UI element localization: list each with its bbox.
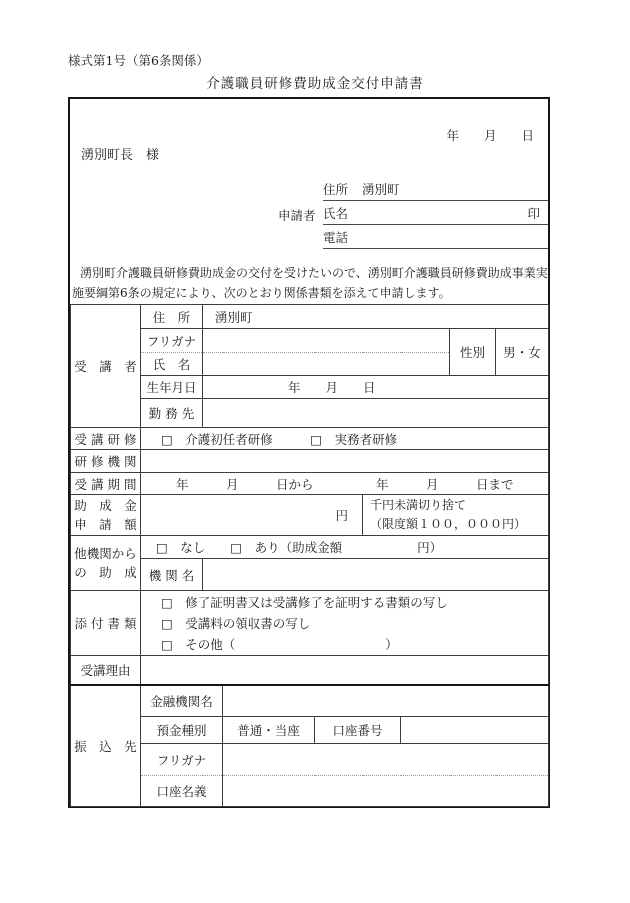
subsidy-label: 助 成 金 申 請 額	[71, 495, 141, 536]
account-type-value: 普通・当座	[223, 717, 315, 744]
applicant-address-row	[323, 177, 548, 201]
org-name-value	[203, 559, 549, 591]
addressee: 湧別町長 様	[81, 148, 160, 163]
subsidy-amount-row	[71, 495, 549, 536]
other-subsidy-options-row	[71, 536, 549, 559]
applicant-name-row	[323, 201, 548, 225]
form-number: 様式第1号（第6条関係）	[68, 53, 209, 68]
other-subsidy-org-row	[71, 559, 549, 591]
period-row	[71, 473, 549, 495]
seal-mark: 印	[527, 206, 540, 221]
applicant-phone-row	[323, 225, 548, 249]
declaration-text	[72, 263, 548, 303]
training-label: 受 講 研 修	[71, 428, 141, 450]
bank-name-label: 金融機関名	[141, 685, 223, 717]
applicant-label: 申請者	[278, 208, 316, 223]
account-number-label: 口座番号	[315, 717, 401, 744]
declaration-line-1: 湧別町介護職員研修費助成金の交付を受けたいので、湧別町介護職員研修費助成事業実	[80, 266, 548, 280]
subsidy-note: 千円未満切り捨て （限度額１００，０００円）	[363, 495, 549, 536]
phone-label: 電話	[323, 230, 349, 245]
account-number-value	[401, 717, 549, 744]
declaration-line-2: 施要綱第6条の規定により、次のとおり関係書類を添えて申請します。	[72, 286, 451, 300]
form-header-area	[70, 99, 548, 304]
attendee-address-value: 湧別町	[203, 305, 549, 329]
attachments-row	[71, 591, 549, 656]
transfer-furigana-row	[71, 744, 549, 776]
attendee-name-label: 氏 名	[141, 353, 203, 376]
account-holder-value	[223, 776, 549, 807]
bank-name-value	[223, 685, 549, 717]
reason-value	[141, 656, 549, 685]
attendee-workplace-row	[71, 399, 549, 428]
attachment-item-2: □ 受講料の領収書の写し	[161, 615, 311, 631]
address-value: 湧別町	[362, 182, 400, 197]
institution-label: 研 修 機 関	[71, 450, 141, 473]
period-value: 年 月 日から 年 月 日まで	[141, 473, 549, 495]
attendee-address-row	[71, 305, 549, 329]
other-subsidy-label: 他機関から の 助 成	[71, 536, 141, 591]
reason-row	[71, 656, 549, 685]
transfer-furigana-value	[223, 744, 549, 776]
attachment-item-1: □ 修了証明書又は受講修了を証明する書類の写し	[161, 594, 448, 610]
attendee-name-value	[203, 353, 450, 376]
address-label: 住所	[323, 182, 349, 197]
document-title: 介護職員研修費助成金交付申請書	[206, 76, 424, 92]
date-line: 年 月 日	[446, 128, 534, 143]
workplace-label: 勤 務 先	[141, 399, 203, 428]
account-holder-label: 口座名義	[141, 776, 223, 807]
birth-value: 年 月 日	[203, 376, 549, 399]
transfer-furigana-label: フリガナ	[141, 744, 223, 776]
other-subsidy-options: □ なし □ あり（助成金額 円）	[141, 536, 549, 559]
account-type-label: 預金種別	[141, 717, 223, 744]
application-table	[70, 304, 549, 807]
attendee-address-label: 住 所	[141, 305, 203, 329]
transfer-bank-row	[71, 685, 549, 717]
attachment-item-3: □ その他（ ）	[161, 636, 398, 652]
attendee-birth-row	[71, 376, 549, 399]
institution-value	[141, 450, 549, 473]
attachments-label: 添 付 書 類	[71, 591, 141, 656]
org-name-label: 機 関 名	[141, 559, 203, 591]
training-options: □ 介護初任者研修 □ 実務者研修	[141, 428, 549, 450]
transfer-account-row	[71, 717, 549, 744]
applicant-fields	[323, 177, 548, 249]
attendee-furigana-label: フリガナ	[141, 329, 203, 353]
workplace-value	[203, 399, 549, 428]
reason-label: 受講理由	[71, 656, 141, 685]
attendee-section-label: 受 講 者	[71, 305, 141, 428]
period-label: 受 講 期 間	[71, 473, 141, 495]
gender-value: 男・女	[496, 329, 549, 376]
gender-label: 性別	[450, 329, 496, 376]
training-row	[71, 428, 549, 450]
attendee-furigana-row	[71, 329, 549, 353]
transfer-holder-row	[71, 776, 549, 807]
attendee-furigana-value	[203, 329, 450, 353]
birth-label: 生年月日	[141, 376, 203, 399]
transfer-section-label: 振 込 先	[71, 685, 141, 807]
attachments-list	[141, 591, 549, 656]
subsidy-amount-value: 円	[141, 495, 363, 536]
form-border-box	[68, 97, 550, 808]
name-label: 氏名	[323, 206, 349, 221]
institution-row	[71, 450, 549, 473]
